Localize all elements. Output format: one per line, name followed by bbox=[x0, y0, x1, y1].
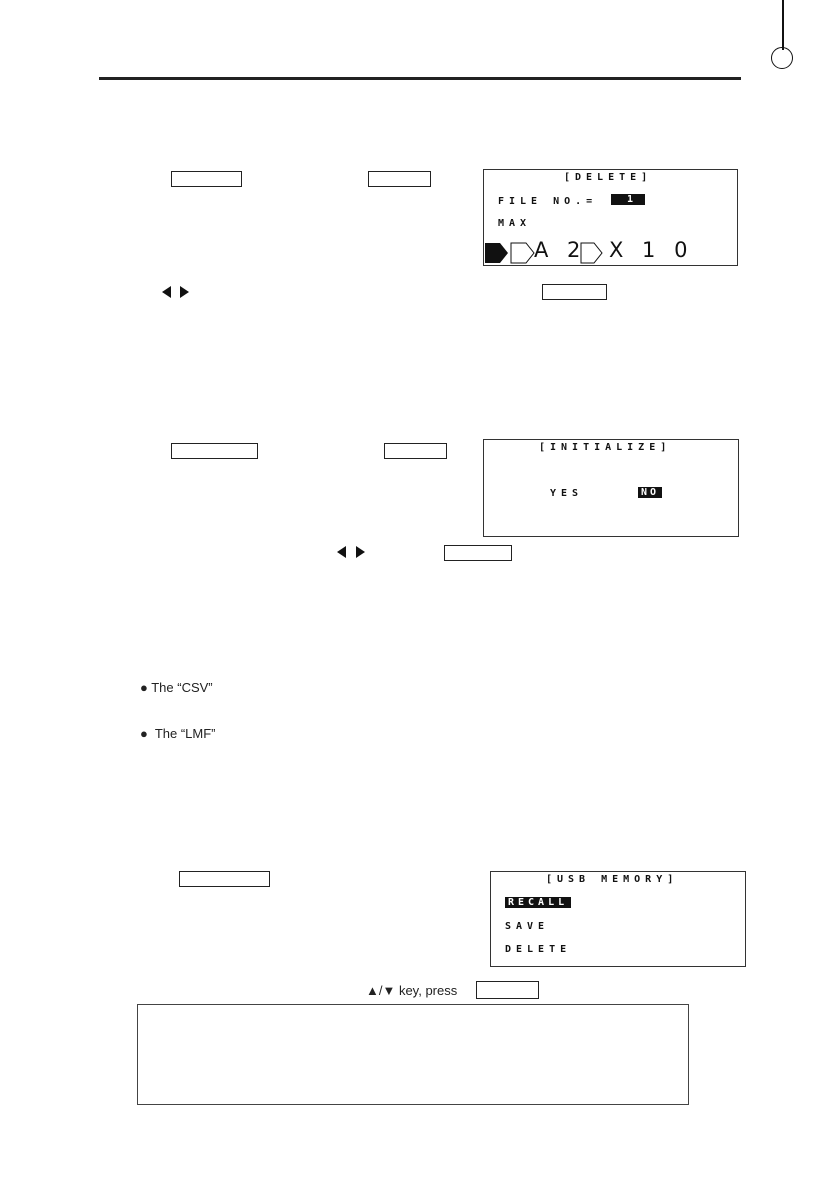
usb-key-instruction: ▲/▼ key, press bbox=[366, 983, 458, 998]
delete-max-label: MAX bbox=[498, 218, 532, 229]
cut-circle-icon bbox=[771, 47, 793, 69]
bullet-csv-text: The “CSV” bbox=[151, 680, 213, 695]
left-arrow-icon bbox=[162, 286, 171, 298]
usb-item-recall: RECALL bbox=[505, 897, 571, 908]
bullet-lmf: ● The “LMF” bbox=[140, 726, 216, 741]
usb-lcd-screen bbox=[490, 871, 746, 967]
initialize-lcd-screen bbox=[483, 439, 739, 537]
key-box-5 bbox=[384, 443, 447, 459]
delete-seg-a: A 2 bbox=[534, 238, 587, 262]
initialize-lcd-title: [INITIALIZE] bbox=[539, 442, 672, 453]
usb-item-delete: DELETE bbox=[505, 944, 572, 955]
key-box-8 bbox=[476, 981, 539, 999]
initialize-yes: YES bbox=[550, 488, 584, 499]
arrow-segment-icon bbox=[580, 241, 604, 265]
right-arrow-icon-2 bbox=[356, 546, 365, 558]
key-box-2 bbox=[368, 171, 431, 187]
bullet-csv: ● The “CSV” bbox=[140, 680, 213, 695]
header-rule bbox=[99, 77, 741, 80]
delete-lcd-title: [DELETE] bbox=[564, 172, 653, 183]
delete-seg-x: X 1 0 bbox=[609, 238, 694, 262]
delete-file-label: FILE NO.= bbox=[498, 196, 598, 207]
usb-item-save: SAVE bbox=[505, 921, 550, 932]
initialize-no: NO bbox=[638, 487, 662, 498]
cut-line bbox=[782, 0, 784, 50]
right-arrow-icon bbox=[180, 286, 189, 298]
key-box-3 bbox=[542, 284, 607, 300]
usb-lcd-title: [USB MEMORY] bbox=[546, 874, 679, 885]
left-arrow-icon-2 bbox=[337, 546, 346, 558]
key-box-4 bbox=[171, 443, 258, 459]
key-box-6 bbox=[444, 545, 512, 561]
key-box-7 bbox=[179, 871, 270, 887]
key-box-1 bbox=[171, 171, 242, 187]
delete-file-value: 1 bbox=[611, 194, 645, 205]
delete-lcd-screen bbox=[483, 169, 738, 266]
note-box bbox=[137, 1004, 689, 1105]
bullet-lmf-text: The “LMF” bbox=[154, 726, 216, 741]
